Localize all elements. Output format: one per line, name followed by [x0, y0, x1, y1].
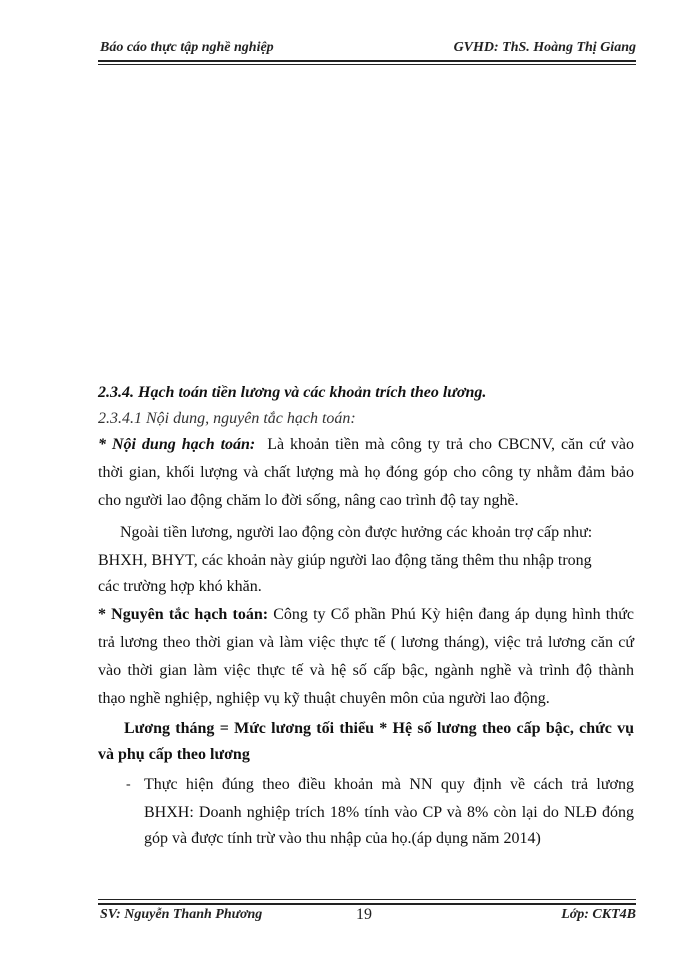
paragraph-principle-line-3: vào thời gian làm việc thực tế và hệ số cấp bậc, ngành nghề và trình độ thành	[98, 662, 634, 679]
paragraph-principle-line-2: trả lương theo thời gian và làm việc thực tế ( lương tháng), việc trả lương căn cứ	[98, 634, 634, 651]
paragraph-allowance-line-2: BHXH, BHYT, các khoản này giúp người lao động tăng thêm thu nhập trong	[98, 552, 592, 569]
page-header	[98, 38, 636, 62]
content-label: * Nội dung hạch toán:	[98, 436, 256, 453]
paragraph-principle-line-4: thạo nghề nghiệp, nghiệp vụ kỹ thuật chuyên môn của người lao động.	[98, 690, 550, 707]
footer-rule-thin	[98, 899, 636, 900]
bullet-line-1: Thực hiện đúng theo điều khoản mà NN quy định về cách trả lương	[144, 776, 634, 793]
header-report-title: Báo cáo thực tập nghề nghiệp	[100, 40, 274, 55]
paragraph-text: Là khoản tiền mà công ty trả cho CBCNV, căn cứ vào	[267, 436, 635, 453]
paragraph-content-line-1	[98, 432, 634, 458]
bullet-dash: -	[126, 777, 131, 792]
section-heading: 2.3.4. Hạch toán tiền lương và các khoản trích theo lương.	[98, 384, 487, 401]
footer-student: SV: Nguyễn Thanh Phương	[100, 907, 263, 922]
paragraph-allowance-line-3: các trường hợp khó khăn.	[98, 578, 262, 595]
header-rule-thick	[98, 60, 636, 62]
header-rule-thin	[98, 64, 636, 65]
bullet-line-2: BHXH: Doanh nghiệp trích 18% tính vào CP và 8% còn lại do NLĐ đóng	[144, 804, 634, 821]
footer-class: Lớp: CKT4B	[561, 907, 636, 922]
formula-line-1: Lương tháng = Mức lương tối thiểu * Hệ số lương theo cấp bậc, chức vụ	[124, 720, 634, 737]
paragraph-content-line-2: thời gian, khối lượng và chất lượng mà họ đóng góp cho công ty nhằm đảm bảo	[98, 464, 634, 481]
page-number: 19	[356, 906, 372, 923]
paragraph-text: Công ty Cổ phần Phú Kỳ hiện đang áp dụng hình thức	[273, 606, 634, 623]
paragraph-content-line-3: cho người lao động chăm lo đời sống, nâng cao trình độ tay nghề.	[98, 492, 519, 509]
paragraph-principle-line-1	[98, 602, 634, 628]
page-footer	[98, 904, 636, 926]
header-advisor: GVHD: ThS. Hoàng Thị Giang	[453, 40, 636, 55]
principle-label: * Nguyên tắc hạch toán:	[98, 606, 269, 623]
formula-line-2: và phụ cấp theo lương	[98, 746, 250, 763]
bullet-line-3: góp và được tính trừ vào thu nhập của họ.(áp dụng năm 2014)	[144, 830, 541, 847]
paragraph-allowance-line-1: Ngoài tiền lương, người lao động còn được hưởng các khoản trợ cấp như:	[120, 524, 593, 541]
subsection-heading: 2.3.4.1 Nội dung, nguyên tắc hạch toán:	[98, 410, 356, 427]
